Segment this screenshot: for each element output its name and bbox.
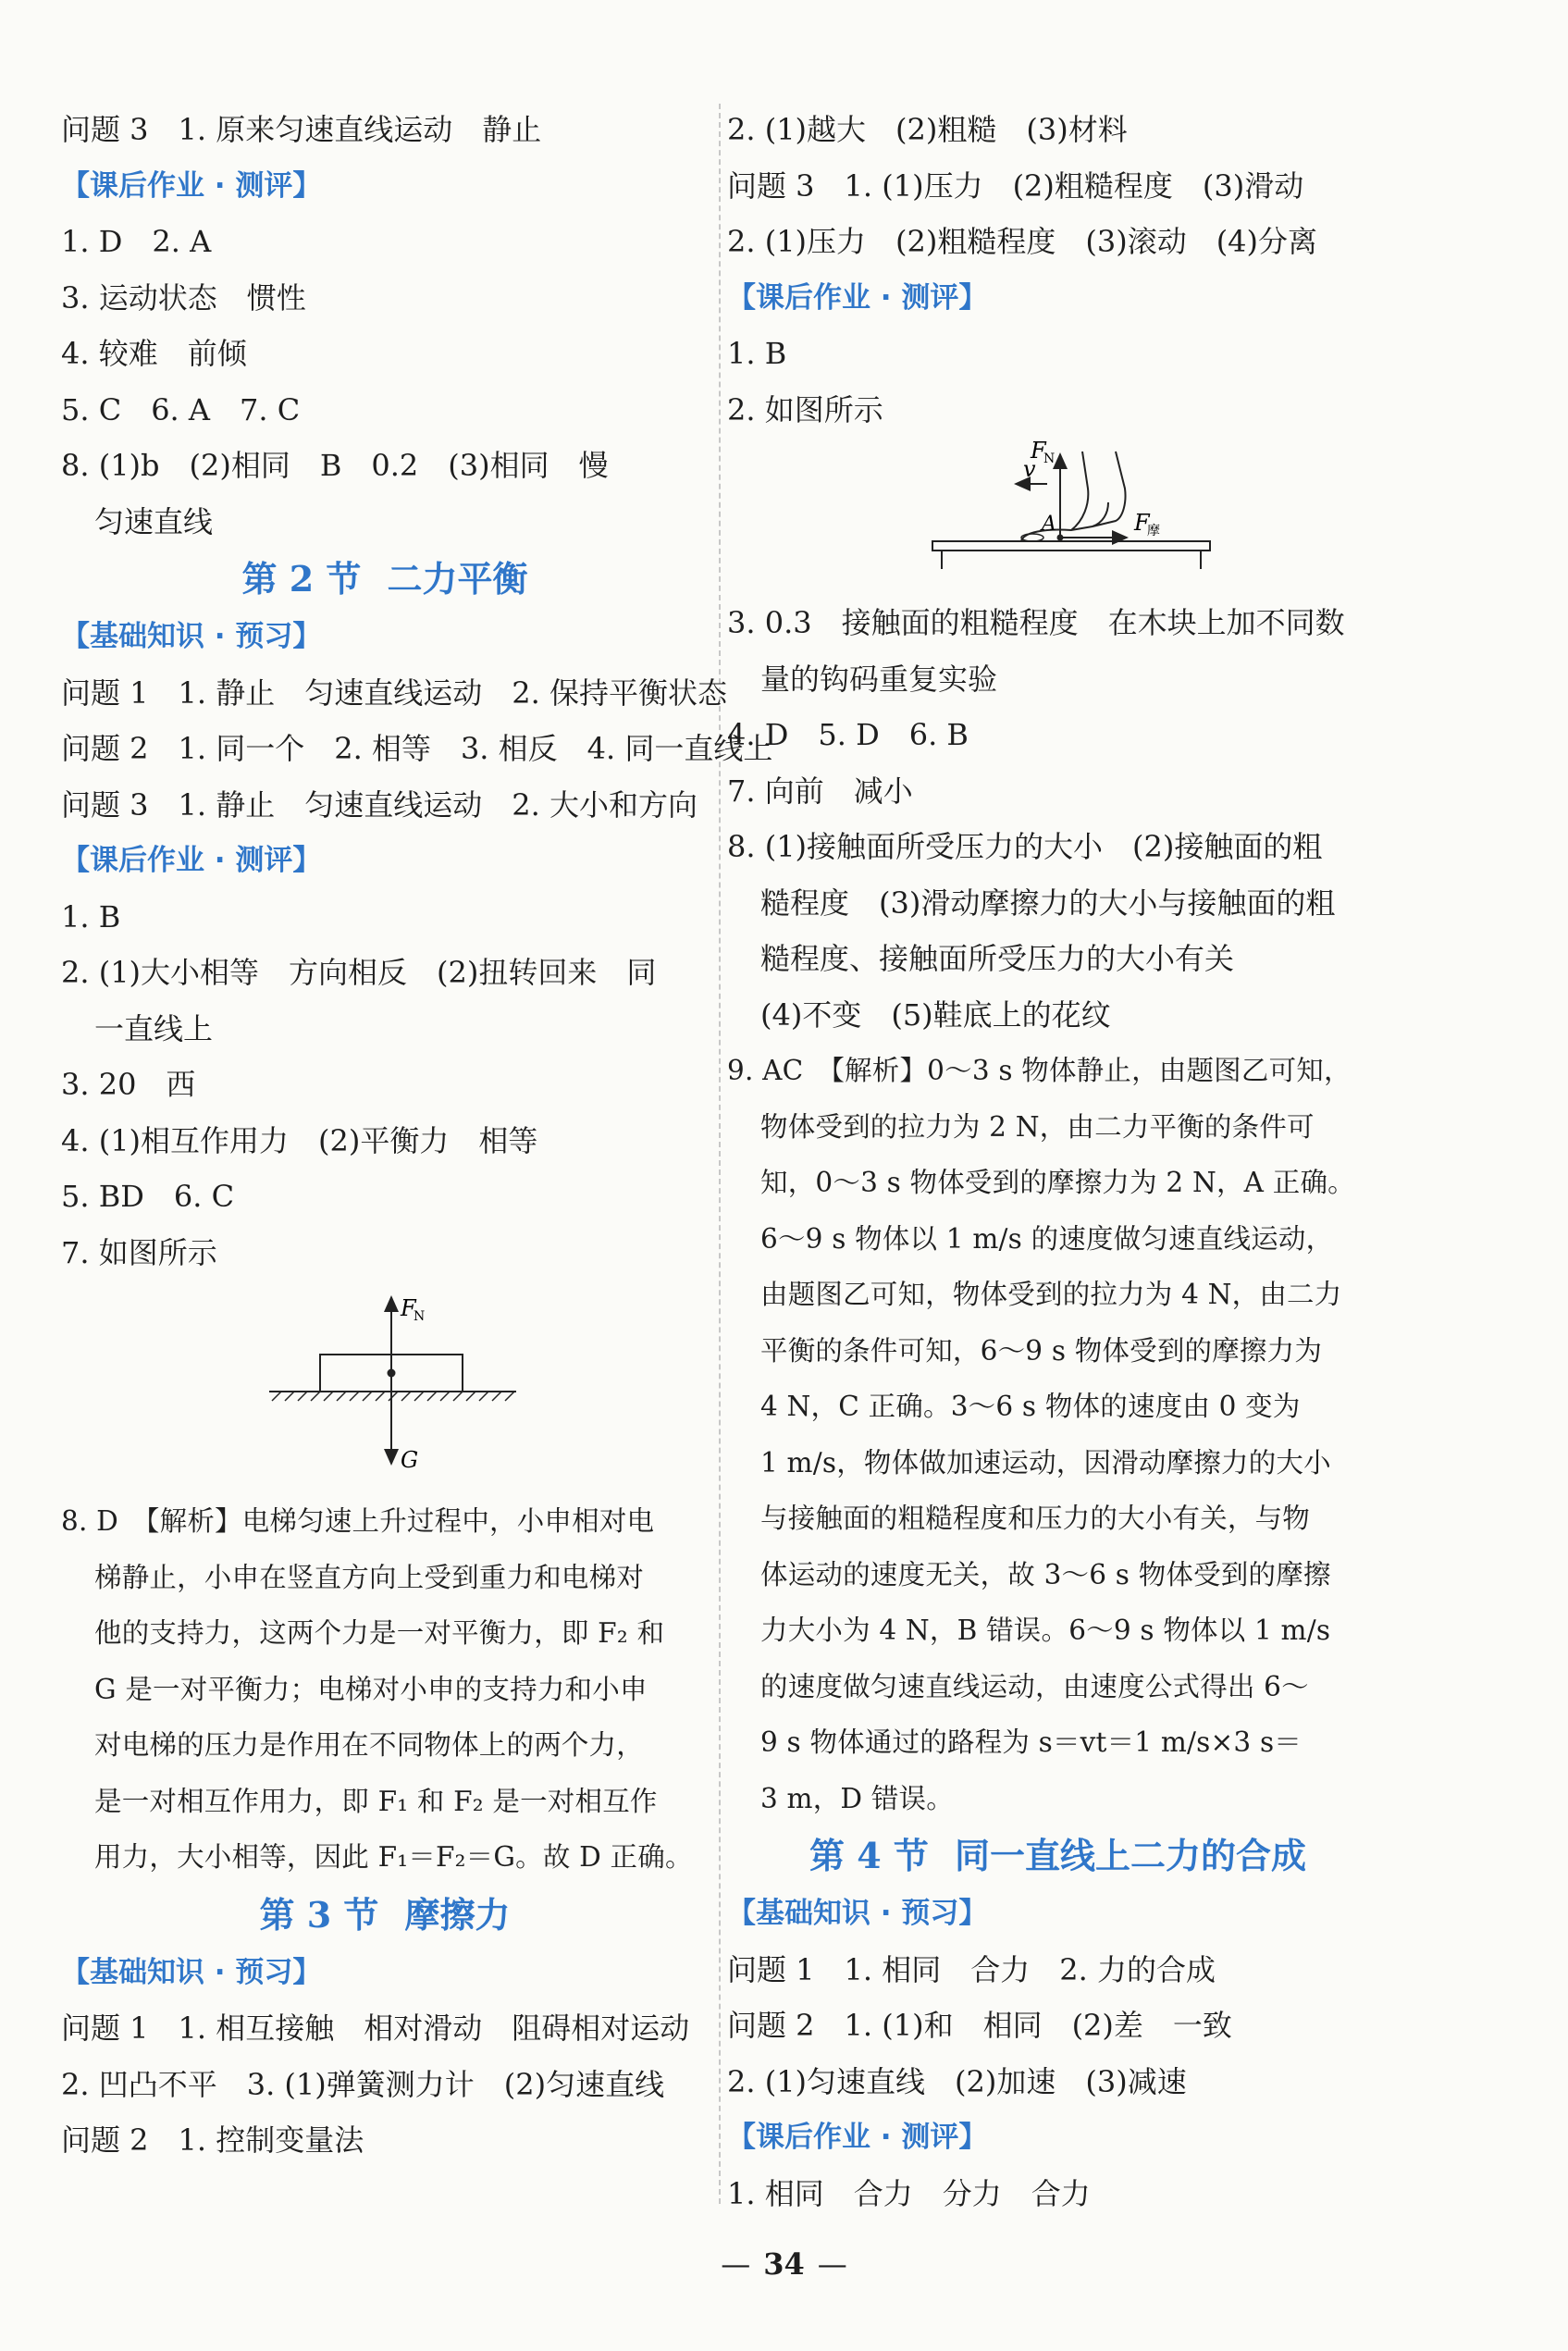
answer-line: 3. 20 西 bbox=[61, 1067, 196, 1102]
section-number: 第 3 节 bbox=[259, 1893, 379, 1936]
section-label: 【基础知识 · 预习】 bbox=[727, 1897, 988, 1930]
explanation-line: 9 s 物体通过的路程为 s＝vt＝1 m/s×3 s＝ bbox=[760, 1726, 1302, 1758]
shoe-friction-diagram bbox=[727, 438, 1389, 595]
page-number: — 34 — bbox=[721, 2246, 847, 2282]
answer-line: 问题 1 1. 相同 合力 2. 力的合成 bbox=[727, 1951, 1216, 1987]
answer-line: 2. (1)大小相等 方向相反 (2)扭转回来 同 bbox=[61, 955, 657, 990]
ff-label: F bbox=[1134, 510, 1150, 536]
explanation-line: 力大小为 4 N，B 错误。6～9 s 物体以 1 m/s bbox=[760, 1615, 1331, 1646]
answer-line: 2. (1)越大 (2)粗糙 (3)材料 bbox=[727, 112, 1128, 147]
explanation-line: 用力，大小相等，因此 F₁＝F₂＝G。故 D 正确。 bbox=[94, 1841, 693, 1873]
shoe-diagram-block bbox=[727, 438, 1389, 595]
section-number: 第 4 节 bbox=[809, 1835, 929, 1876]
fn-label: F bbox=[1031, 438, 1046, 464]
ground-hatch bbox=[272, 1392, 514, 1401]
section-label: 【课后作业 · 测评】 bbox=[61, 844, 322, 877]
section-heading-2 bbox=[61, 550, 709, 609]
answer-line: 糙程度、接触面所受压力的大小有关 bbox=[760, 941, 1235, 976]
left-column bbox=[61, 102, 773, 2169]
answer-line: 5. C 6. A 7. C bbox=[61, 391, 301, 427]
page-number-value: 34 bbox=[763, 2246, 805, 2282]
explanation-line: 是一对相互作用力，即 F₁ 和 F₂ 是一对相互作 bbox=[94, 1785, 658, 1817]
section-label: 【课后作业 · 测评】 bbox=[727, 280, 988, 315]
a-label: A bbox=[1042, 513, 1056, 536]
answer-line: 问题 2 1. (1)和 相同 (2)差 一致 bbox=[727, 2008, 1232, 2043]
section-label: 【课后作业 · 测评】 bbox=[727, 2121, 988, 2154]
section-label: 【课后作业 · 测评】 bbox=[61, 168, 322, 203]
right-column bbox=[727, 102, 1389, 2221]
explanation-line: 平衡的条件可知，6～9 s 物体受到的摩擦力为 bbox=[760, 1334, 1323, 1367]
shoe-outline bbox=[1021, 452, 1126, 541]
answer-line: 糙程度 (3)滑动摩擦力的大小与接触面的粗 bbox=[760, 885, 1336, 921]
section-number: 第 2 节 bbox=[241, 558, 362, 600]
answer-line: (4)不变 (5)鞋底上的花纹 bbox=[760, 996, 1111, 1033]
explanation-line: 他的支持力，这两个力是一对平衡力，即 F₂ 和 bbox=[94, 1617, 665, 1649]
answer-line: 1. B bbox=[61, 898, 121, 934]
answer-line: 问题 1 1. 相互接触 相对滑动 阻碍相对运动 bbox=[61, 2011, 690, 2046]
section-title: 摩擦力 bbox=[404, 1893, 511, 1936]
answer-line: 问题 3 1. (1)压力 (2)粗糙程度 (3)滑动 bbox=[727, 167, 1304, 204]
answer-line: 问题 2 1. 控制变量法 bbox=[61, 2122, 364, 2158]
explanation-line: 体运动的速度无关，故 3～6 s 物体受到的摩擦 bbox=[760, 1558, 1331, 1590]
answer-line: 4. 较难 前倾 bbox=[61, 336, 247, 371]
fn-label: F bbox=[401, 1295, 416, 1321]
column-divider bbox=[719, 104, 721, 2204]
explanation-line: 1 m/s，物体做加速运动，因滑动摩擦力的大小 bbox=[760, 1446, 1331, 1479]
answer-line: 7. 向前 减小 bbox=[727, 773, 913, 809]
g-label: G bbox=[401, 1447, 419, 1473]
section-label: 【基础知识 · 预习】 bbox=[61, 1955, 322, 1989]
block-force-diagram bbox=[61, 1281, 709, 1493]
answer-line: 匀速直线 bbox=[94, 503, 214, 539]
explanation-line: 8. D 【解析】电梯匀速上升过程中，小申相对电 bbox=[61, 1505, 655, 1537]
explanation-line: G 是一对平衡力；电梯对小申的支持力和小申 bbox=[94, 1673, 648, 1705]
answer-line: 1. D 2. A bbox=[61, 224, 212, 259]
answer-line: 2. (1)压力 (2)粗糙程度 (3)滚动 (4)分离 bbox=[727, 224, 1318, 259]
answer-line: 8. (1)接触面所受压力的大小 (2)接触面的粗 bbox=[727, 829, 1323, 864]
answer-line: 量的钩码重复实验 bbox=[760, 661, 998, 697]
explanation-line: 6～9 s 物体以 1 m/s 的速度做匀速直线运动， bbox=[760, 1222, 1334, 1255]
answer-line: 一直线上 bbox=[94, 1010, 214, 1046]
fn-subscript: N bbox=[414, 1309, 426, 1324]
answer-line: 7. 如图所示 bbox=[61, 1234, 217, 1270]
explanation-line: 由题图乙可知，物体受到的拉力为 4 N，由二力 bbox=[760, 1279, 1342, 1310]
board bbox=[932, 541, 1210, 551]
explanation-line: 知，0～3 s 物体受到的摩擦力为 2 N，A 正确。 bbox=[760, 1167, 1355, 1198]
answer-line: 问题 3 1. 原来匀速直线运动 静止 bbox=[61, 112, 542, 147]
explanation-line: 3 m，D 错误。 bbox=[760, 1782, 954, 1814]
explanation-line: 梯静止，小申在竖直方向上受到重力和电梯对 bbox=[94, 1561, 645, 1593]
section-title: 同一直线上二力的合成 bbox=[954, 1835, 1306, 1876]
answer-line: 4. D 5. D 6. B bbox=[727, 717, 969, 752]
answer-line: 4. (1)相互作用力 (2)平衡力 相等 bbox=[61, 1122, 538, 1158]
answer-line: 1. B bbox=[727, 336, 787, 371]
ff-subscript: 摩 bbox=[1147, 524, 1160, 538]
answer-line: 问题 1 1. 静止 匀速直线运动 2. 保持平衡状态 bbox=[61, 674, 727, 711]
explanation-line: 的速度做匀速直线运动，由速度公式得出 6～ bbox=[760, 1670, 1309, 1702]
answer-line: 问题 2 1. 同一个 2. 相等 3. 相反 4. 同一直线上 bbox=[61, 731, 773, 766]
explanation-line: 对电梯的压力是作用在不同物体上的两个力， bbox=[94, 1729, 645, 1761]
explanation-line: 9. AC 【解析】0～3 s 物体静止，由题图乙可知， bbox=[727, 1055, 1352, 1086]
answer-line: 3. 0.3 接触面的粗糙程度 在木块上加不同数 bbox=[727, 605, 1345, 640]
v-label: v bbox=[1023, 456, 1036, 482]
answer-line: 3. 运动状态 惯性 bbox=[61, 279, 306, 316]
fn-subscript: N bbox=[1043, 452, 1056, 466]
force-diagram-block bbox=[61, 1281, 709, 1493]
section-title: 二力平衡 bbox=[387, 558, 528, 600]
explanation-line: 物体受到的拉力为 2 N，由二力平衡的条件可 bbox=[760, 1110, 1315, 1143]
explanation-line: 与接触面的粗糙程度和压力的大小有关，与物 bbox=[760, 1503, 1311, 1534]
answer-line: 8. (1)b (2)相同 B 0.2 (3)相同 慢 bbox=[61, 448, 609, 483]
answer-line: 2. 如图所示 bbox=[727, 391, 883, 427]
section-heading-4 bbox=[727, 1826, 1389, 1886]
section-heading-3 bbox=[61, 1886, 709, 1945]
answer-line: 1. 相同 合力 分力 合力 bbox=[727, 2175, 1091, 2211]
answer-line: 5. BD 6. C bbox=[61, 1179, 235, 1214]
answer-line: 2. 凹凸不平 3. (1)弹簧测力计 (2)匀速直线 bbox=[61, 2066, 665, 2102]
section-label: 【基础知识 · 预习】 bbox=[61, 620, 322, 653]
explanation-line: 4 N，C 正确。3～6 s 物体的速度由 0 变为 bbox=[760, 1391, 1301, 1422]
answer-line: 问题 3 1. 静止 匀速直线运动 2. 大小和方向 bbox=[61, 786, 698, 823]
answer-line: 2. (1)匀速直线 (2)加速 (3)减速 bbox=[727, 2063, 1187, 2099]
